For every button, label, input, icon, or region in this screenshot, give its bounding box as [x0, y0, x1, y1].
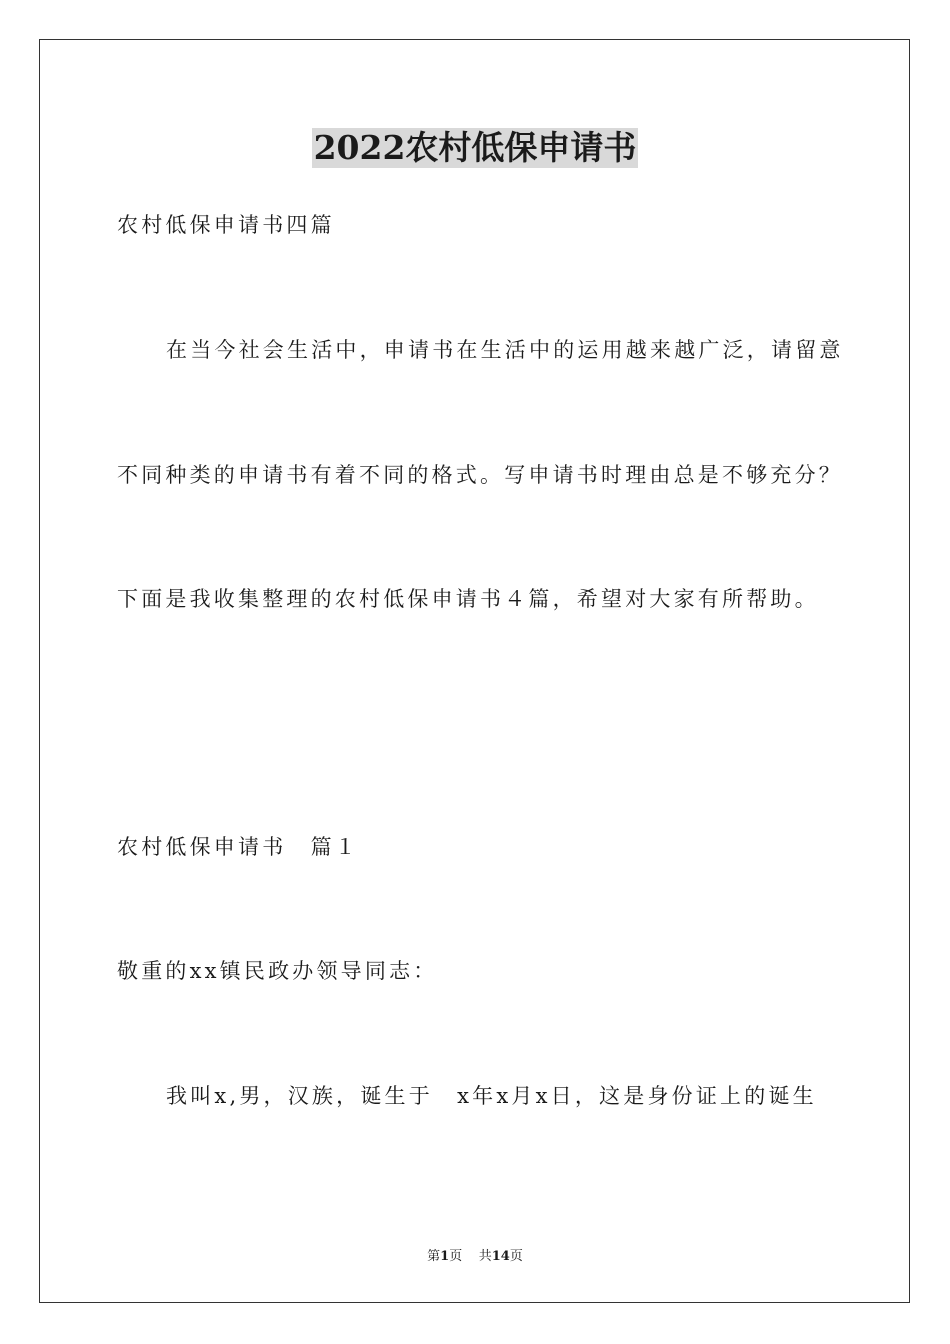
total-unit: 页	[509, 1249, 523, 1264]
title-container	[0, 128, 950, 168]
body-paragraph-line: 我叫x,男，汉族，诞生于 x年x月x日，这是身份证上的诞生	[166, 1084, 817, 1108]
document-subtitle: 农村低保申请书四篇	[117, 213, 335, 237]
page-current: 1	[440, 1249, 450, 1264]
page-prefix: 第	[427, 1249, 441, 1264]
intro-line-3: 下面是我收集整理的农村低保申请书４篇，希望对大家有所帮助。	[117, 587, 819, 611]
document-title: 2022农村低保申请书	[313, 128, 637, 167]
total-prefix: 共	[478, 1249, 492, 1264]
intro-line-1: 在当今社会生活中，申请书在生活中的运用越来越广泛，请留意	[166, 338, 844, 362]
section-heading: 农村低保申请书 篇１	[117, 835, 359, 859]
salutation: 敬重的xx镇民政办领导同志：	[117, 959, 438, 983]
intro-line-2: 不同种类的申请书有着不同的格式。写申请书时理由总是不够充分？	[117, 463, 843, 487]
total-pages: 14	[491, 1249, 510, 1264]
page-unit: 页	[449, 1249, 463, 1264]
page-footer	[0, 1248, 950, 1266]
